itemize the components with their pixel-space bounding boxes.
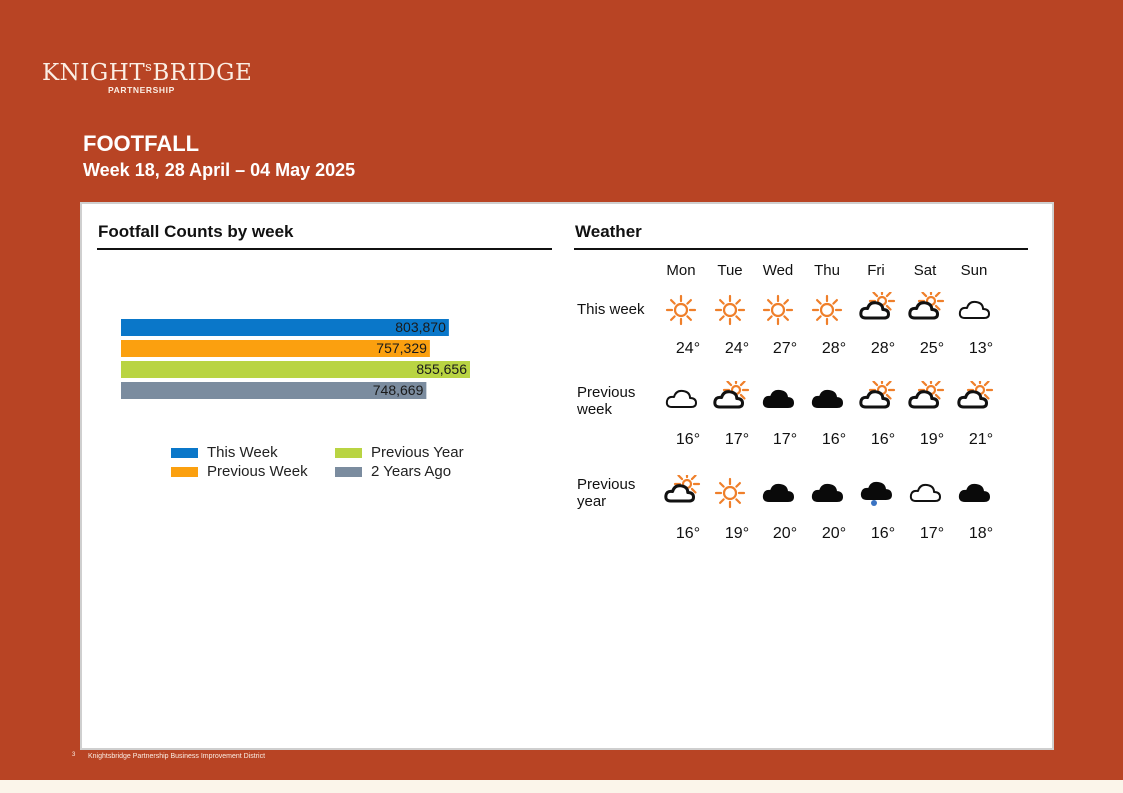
weather-temp: 17° [772, 431, 798, 448]
weather-temp: 24° [675, 340, 701, 357]
footfall-heading: Footfall Counts by week [98, 222, 294, 241]
weather-temp: 19° [724, 525, 750, 542]
weather-day-sun: Sun [960, 262, 988, 279]
knightsbridge-logo [42, 60, 252, 100]
weather-row-label: Previous year [577, 476, 636, 510]
legend-entry [335, 463, 451, 480]
dark-cloud-icon [954, 475, 994, 516]
weather-temp: 16° [821, 431, 847, 448]
weather-day-fri: Fri [867, 262, 885, 279]
weather-day-tue: Tue [717, 262, 743, 279]
bar-data-label: 748,669 [372, 382, 424, 398]
weather-temp: 16° [675, 431, 701, 448]
sun-icon [807, 292, 847, 333]
dark-cloud-icon [807, 475, 847, 516]
legend-label: Previous Week [207, 463, 308, 480]
rain-cloud-icon [856, 475, 896, 516]
weather-temp: 28° [870, 340, 896, 357]
page-number: 3 [72, 752, 76, 758]
legend-label: This Week [207, 444, 278, 461]
weather-temp: 16° [870, 525, 896, 542]
dark-cloud-icon [758, 381, 798, 422]
weather-day-wed: Wed [762, 262, 794, 279]
weather-temp: 25° [919, 340, 945, 357]
sun-icon [758, 292, 798, 333]
bar-data-label: 803,870 [395, 319, 446, 335]
weather-temp: 19° [919, 431, 945, 448]
weather-rule [574, 248, 1028, 250]
weather-row-label: Previous week [577, 384, 636, 418]
weather-temp: 20° [772, 525, 798, 542]
weather-row-label: This week [577, 301, 645, 318]
legend-swatch [335, 448, 362, 458]
weather-temp: 17° [724, 431, 750, 448]
logo-subtitle: PARTNERSHIP [108, 85, 175, 95]
cloud-icon [905, 475, 945, 516]
legend-entry [171, 463, 308, 480]
page-title: FOOTFALL [83, 131, 200, 156]
weather-day-mon: Mon [666, 262, 696, 279]
weather-temp: 13° [968, 340, 994, 357]
bar-data-label: 757,329 [376, 340, 427, 356]
weather-temp: 16° [675, 525, 701, 542]
dark-cloud-icon [758, 475, 798, 516]
sun-icon [710, 292, 750, 333]
weather-temp: 21° [968, 431, 994, 448]
legend-entry [171, 444, 278, 461]
partly-sunny-icon [905, 292, 945, 333]
report-panel [80, 202, 1054, 750]
weather-temp: 27° [772, 340, 798, 357]
legend-label: Previous Year [371, 444, 464, 461]
weather-temp: 17° [919, 525, 945, 542]
page-subtitle: Week 18, 28 April – 04 May 2025 [83, 160, 356, 180]
legend-swatch [171, 448, 198, 458]
partly-sunny-icon [856, 292, 896, 333]
sun-icon [661, 292, 701, 333]
partly-sunny-icon [710, 381, 750, 422]
weather-temp: 16° [870, 431, 896, 448]
partly-sunny-icon [856, 381, 896, 422]
weather-temp: 28° [821, 340, 847, 357]
dark-cloud-icon [807, 381, 847, 422]
sun-icon [710, 475, 750, 516]
weather-temp: 20° [821, 525, 847, 542]
weather-temp: 24° [724, 340, 750, 357]
cloud-icon [954, 292, 994, 333]
partly-sunny-icon [954, 381, 994, 422]
footfall-bar-chart [82, 204, 562, 504]
legend-entry [335, 444, 464, 461]
legend-label: 2 Years Ago [371, 463, 452, 480]
weather-heading: Weather [575, 222, 642, 241]
footer-text: Knightsbridge Partnership Business Improvement District [88, 753, 266, 760]
cloud-icon [661, 381, 701, 422]
partly-sunny-icon [661, 475, 701, 516]
bar-data-label: 855,656 [416, 361, 467, 377]
weather-temp: 18° [968, 525, 994, 542]
weather-day-sat: Sat [913, 262, 937, 279]
legend-swatch [171, 467, 198, 477]
weather-day-thu: Thu [814, 262, 840, 279]
partly-sunny-icon [905, 381, 945, 422]
logo-wordmark: KNIGHT$^s$BRIDGE [42, 60, 253, 86]
legend-swatch [335, 467, 362, 477]
